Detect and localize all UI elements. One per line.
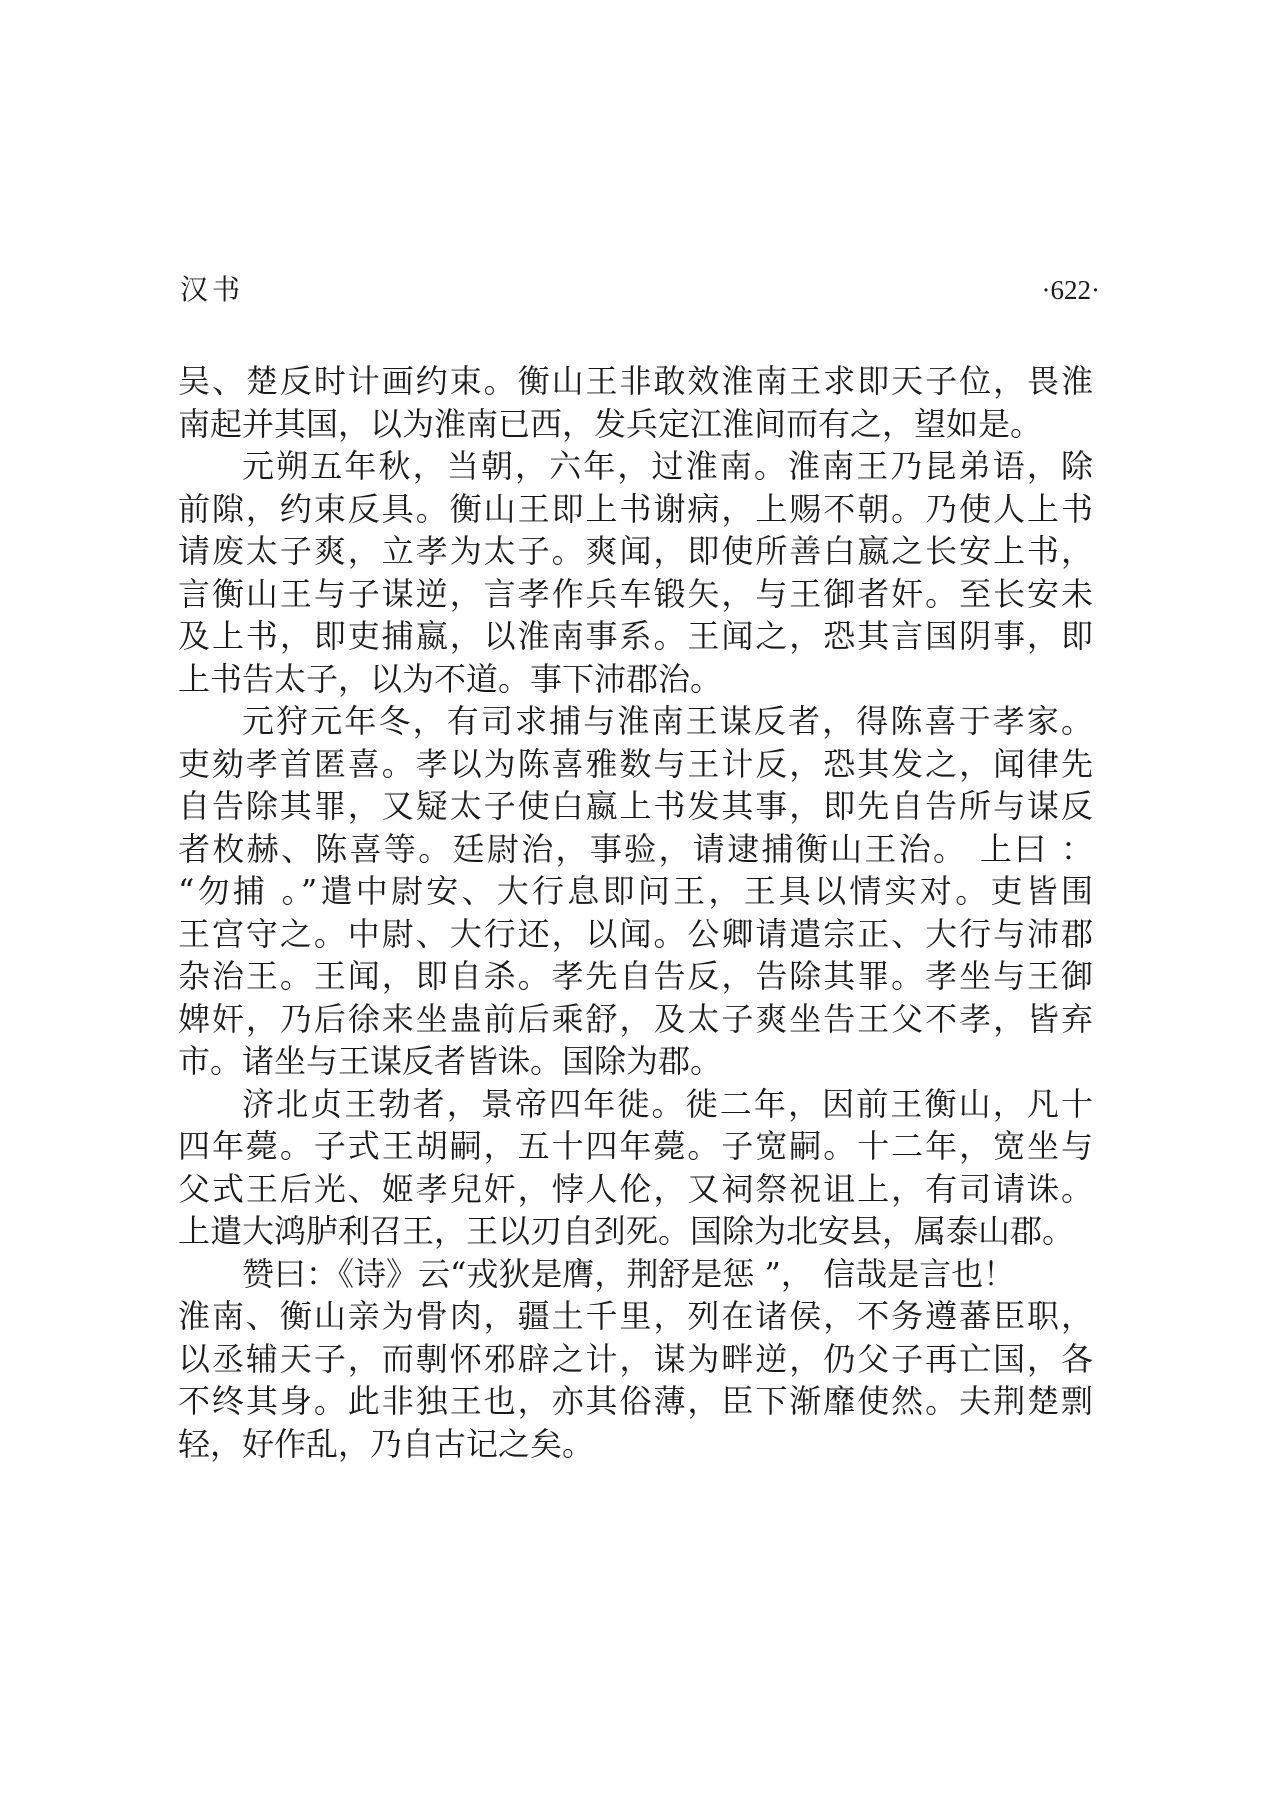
text-line: 王宫守之。中尉、大行还，以闻。公卿请遣宗正、大行与沛郡	[178, 914, 1093, 953]
text-line: 济北贞王勃者，景帝四年徙。徙二年，因前王衡山，凡十	[242, 1084, 1093, 1123]
text-line: 上遣大鸿胪利召王，王以刃自刭死。国除为北安县，属泰山郡。	[178, 1212, 1075, 1250]
text-line: 四年薨。子式王胡嗣，五十四年薨。子宽嗣。十二年，宽坐与	[178, 1127, 1093, 1165]
text-line: 赞曰：《诗》云“戎狄是膺，荆舒是惩 ”， 信哉是言也！	[242, 1254, 1016, 1293]
text-line: 婢奸，乃后徐来坐蛊前后乘舒，及太子爽坐告王父不孝，皆弃	[178, 999, 1093, 1038]
text-line: 不终其身。此非独王也，亦其俗薄，臣下渐靡使然。夫荆楚剽	[178, 1382, 1093, 1420]
text-line: 元朔五年秋，当朝，六年，过淮南。淮南王乃昆弟语，除	[242, 447, 1093, 485]
page-number: ·622·	[1041, 275, 1100, 305]
text-line: 言衡山王与子谋逆，言孝作兵车锻矢，与王御者奸。至长安未	[178, 574, 1093, 613]
text-line: 上书告太子，以为不道。事下沛郡治。	[178, 659, 723, 698]
text-line: 吏劾孝首匿喜。孝以为陈喜雅数与王计反，恐其发之，闻律先	[178, 744, 1093, 783]
text-line: 南起并其国，以为淮南已西，发兵定江淮间而有之，望如是。	[178, 404, 1043, 443]
text-line: 请废太子爽，立孝为太子。爽闻，即使所善白嬴之长安上书，	[178, 532, 1093, 570]
text-line: 淮南、衡山亲为骨肉，疆土千里，列在诸侯，不务遵蕃臣职，	[178, 1297, 1093, 1335]
text-line: 及上书，即吏捕嬴，以淮南事系。王闻之，恐其言国阴事，即	[178, 617, 1093, 655]
body-text	[178, 360, 1093, 1465]
running-title: 汉书	[180, 273, 245, 306]
text-line: 轻，好作乱，乃自古记之矣。	[178, 1424, 595, 1463]
text-line: 前隙，约束反具。衡山王即上书谢病，上赐不朝。乃使人上书	[178, 489, 1093, 528]
text-line: “勿捕 。”遣中尉安、大行息即问王，王具以情实对。吏皆围	[178, 872, 1093, 910]
text-line: 自告除其罪，又疑太子使白嬴上书发其事，即先自告所与谋反	[178, 787, 1093, 825]
text-line: 以丞辅天子，而剸怀邪辟之计，谋为畔逆，仍父子再亡国，各	[178, 1339, 1093, 1378]
text-line: 市。诸坐与王谋反者皆诛。国除为郡。	[178, 1042, 723, 1080]
text-line: 吴、楚反时计画约束。衡山王非敢效淮南王求即天子位，畏淮	[178, 362, 1093, 400]
text-line: 者枚赫、陈喜等。廷尉治，事验，请逮捕衡山王治。 上曰 ：	[178, 829, 1093, 868]
text-line: 父式王后光、姬孝兒奸，悖人伦，又祠祭祝诅上，有司请诛。	[178, 1169, 1093, 1208]
text-line: 杂治王。王闻，即自杀。孝先自告反，告除其罪。孝坐与王御	[178, 957, 1093, 995]
text-line: 元狩元年冬，有司求捕与淮南王谋反者，得陈喜于孝家。	[242, 702, 1093, 740]
